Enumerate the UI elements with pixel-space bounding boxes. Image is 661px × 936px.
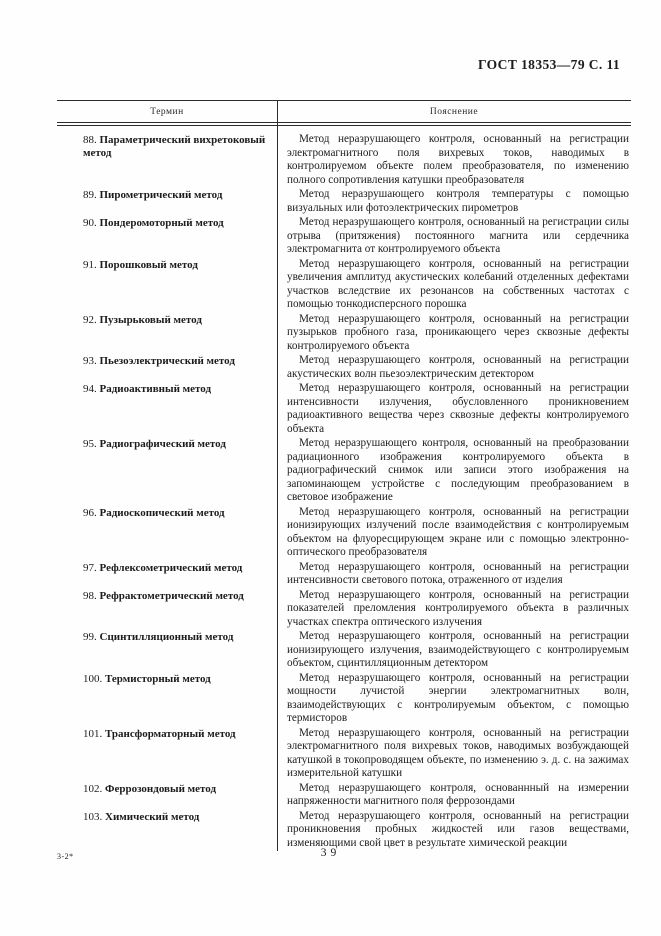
term-cell <box>57 188 277 215</box>
column-header-explanation: Пояснение <box>429 107 479 117</box>
term-explanation: Метод неразрушающего контроля, основаннный на измерении напряженности магнитного поля феррозондами <box>287 781 629 807</box>
table-header-row <box>57 100 631 126</box>
term-name: Порошковый метод <box>99 258 198 271</box>
term-number: 100. <box>83 672 103 685</box>
column-header-term: Термин <box>150 107 184 117</box>
term-explanation: Метод неразрушающего контроля температуры с помощью визуальных или фотоэлектрических пирометров <box>287 188 629 214</box>
table-row <box>57 354 631 381</box>
term-explanation: Метод неразрушающего контроля, основанный на регистрации силы отрыва (притяжения) постоянного магнита или сердечника электромагнита от контролируемого объекта <box>287 216 629 255</box>
table-row <box>57 782 631 809</box>
term-explanation: Метод неразрушающего контроля, основанный на регистрации показателей преломления контролируемого объекта в различных участках спектра оптического излучения <box>287 588 629 628</box>
term-cell <box>57 258 277 312</box>
table-row <box>57 188 631 215</box>
term-number: 95. <box>83 438 97 450</box>
term-explanation: Метод неразрушающего контроля, основанный на регистрации ионизирующих излучений после взаимодействия с контролируемым объектом на флуоресцирующем экране или с помощью электронно-оптического преобразователя <box>287 505 629 558</box>
term-cell <box>57 672 277 726</box>
term-number: 102. <box>83 782 103 795</box>
term-explanation: Метод неразрушающего контроля, основанный на регистрации мощности лучистой энергии электромагнитных волн, взаимодействующих с контролируемым объектом, с помощью термисторов <box>287 671 629 724</box>
term-number: 91. <box>83 258 97 271</box>
column-divider <box>277 100 278 851</box>
term-explanation: Метод неразрушающего контроля, основанный на регистрации пузырьков пробного газа, проникающего через сквозные дефекты контролируемого объекта <box>287 312 629 352</box>
term-name: Пондеромоторный метод <box>99 217 224 229</box>
print-signature: 3-2* <box>57 852 74 861</box>
term-name: Трансформаторный метод <box>105 727 236 740</box>
term-cell <box>57 313 277 354</box>
term-number: 93. <box>83 355 97 367</box>
term-cell <box>57 354 277 381</box>
term-number: 94. <box>83 383 97 395</box>
term-name: Феррозондовый метод <box>105 782 217 795</box>
document-header: ГОСТ 18353—79 С. 11 <box>477 57 620 72</box>
term-name: Параметрический вихретоковый метод <box>83 134 266 159</box>
table-row <box>57 133 631 187</box>
term-name: Радиографический метод <box>99 438 226 450</box>
term-number: 101. <box>83 727 103 740</box>
table-row <box>57 506 631 560</box>
term-cell <box>57 216 277 257</box>
term-explanation: Метод неразрушающего контроля, основанный на регистрации акустических волн пьезоэлектрическим детектором <box>287 354 629 380</box>
table-body <box>57 126 631 850</box>
term-number: 88. <box>83 134 97 146</box>
term-name: Химический метод <box>105 810 200 823</box>
term-cell <box>57 561 277 588</box>
term-number: 89. <box>83 189 97 201</box>
term-number: 103. <box>83 810 103 823</box>
term-name: Рефрактометрический метод <box>99 589 244 602</box>
term-cell <box>57 133 277 187</box>
term-explanation: Метод неразрушающего контроля, основанный на преобразовании радиационного изображения контролируемого объекта в радиографический снимок или записи этого изображения на запоминающем устройстве с последующим преобразованием в световое изображение <box>287 437 629 503</box>
terms-table <box>57 100 631 851</box>
table-row <box>57 313 631 354</box>
term-name: Радиоактивный метод <box>99 383 212 395</box>
term-name: Радиоскопический метод <box>99 506 225 519</box>
term-name: Сцинтилляционный метод <box>99 631 234 643</box>
term-number: 98. <box>83 589 97 602</box>
term-explanation: Метод неразрушающего контроля, основанный на регистрации интенсивности излучения, обусловленного проникновением радиоактивного вещества через сквозные дефекты контролируемого объекта <box>287 382 629 435</box>
table-row <box>57 589 631 630</box>
term-name: Рефлексометрический метод <box>99 561 243 574</box>
term-explanation: Метод неразрушающего контроля, основанный на регистрации ионизирующего излучения, взаимодействующего с контролируемым объектом, сцинтилляционным детектором <box>287 630 629 669</box>
term-number: 97. <box>83 561 97 574</box>
term-cell <box>57 810 277 851</box>
term-cell <box>57 630 277 671</box>
term-cell <box>57 727 277 781</box>
term-number: 92. <box>83 313 97 326</box>
term-cell <box>57 589 277 630</box>
table-row <box>57 630 631 671</box>
term-explanation: Метод неразрушающего контроля, основанный на регистрации увеличения амплитуд акустических колебаний отделенных дефектами участков вследствие их резонансов на собственных частотах с помощью тонкодисперсного порошка <box>287 257 629 310</box>
term-name: Термисторный метод <box>105 672 211 685</box>
term-number: 99. <box>83 631 97 643</box>
table-row <box>57 561 631 588</box>
term-explanation: Метод неразрушающего контроля, основанный на регистрации интенсивности светового потока, отраженного от изделия <box>287 560 629 586</box>
table-row <box>57 437 631 505</box>
table-row <box>57 382 631 436</box>
page-number: 39 <box>320 847 341 859</box>
table-row <box>57 672 631 726</box>
term-explanation: Метод неразрушающего контроля, основанный на регистрации проникновения пробных жидкостей или газов веществами, изменяющими свой цвет в результате химической реакции <box>287 809 629 849</box>
table-row <box>57 727 631 781</box>
term-explanation: Метод неразрушающего контроля, основанный на регистрации электромагнитного поля вихревых токов, наводимых возбуждающей катушкой в токопроводящем объекте, по изменению э. д. с. на зажимах измерительной катушки <box>287 726 629 779</box>
term-number: 96. <box>83 506 97 519</box>
term-name: Пирометрический метод <box>99 189 223 201</box>
table-row <box>57 258 631 312</box>
term-cell <box>57 437 277 505</box>
term-cell <box>57 506 277 560</box>
term-explanation: Метод неразрушающего контроля, основанный на регистрации электромагнитного поля вихревых токов, наводимых в контролируемом объекте полем преобразователя, по изменению полного сопротивления катушки преобразователя <box>287 133 629 186</box>
term-name: Пузырьковый метод <box>99 313 202 326</box>
term-cell <box>57 382 277 436</box>
table-row <box>57 810 631 851</box>
table-row <box>57 216 631 257</box>
term-number: 90. <box>83 217 97 229</box>
term-name: Пьезоэлектрический метод <box>99 355 235 367</box>
term-cell <box>57 782 277 809</box>
